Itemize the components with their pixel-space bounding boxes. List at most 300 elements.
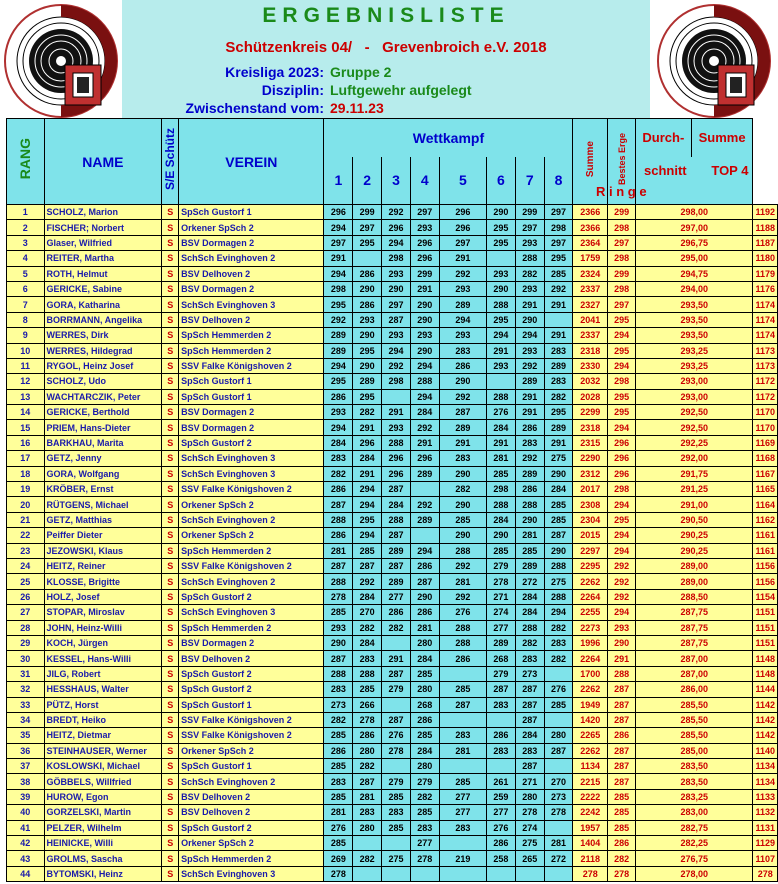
- w2-cell: 283: [353, 805, 382, 820]
- w7-cell: 287: [515, 712, 544, 727]
- w6-cell: 288: [487, 389, 516, 404]
- rang-cell: 33: [7, 697, 45, 712]
- w8-cell: 289: [544, 420, 573, 435]
- w1-cell: 283: [324, 451, 353, 466]
- se-cell: S: [162, 682, 179, 697]
- rang-cell: 42: [7, 836, 45, 851]
- w5-cell: 288: [439, 620, 486, 635]
- w2-cell: 291: [353, 420, 382, 435]
- summe-cell: 2264: [573, 589, 608, 604]
- verein-cell: BSV Delhoven 2: [179, 266, 324, 281]
- rang-cell: 18: [7, 466, 45, 481]
- durchschnitt-cell: 293,25: [636, 358, 753, 373]
- verein-cell: SpSch Hemmerden 2: [179, 620, 324, 635]
- se-cell: S: [162, 374, 179, 389]
- se-cell: S: [162, 866, 179, 881]
- w3-cell: 285: [382, 820, 411, 835]
- verein-cell: SpSch Hemmerden 2: [179, 543, 324, 558]
- rang-cell: 39: [7, 789, 45, 804]
- se-cell: S: [162, 497, 179, 512]
- w1-cell: 273: [324, 697, 353, 712]
- w6-cell: 277: [487, 620, 516, 635]
- se-cell: S: [162, 251, 179, 266]
- w3-cell: 287: [382, 712, 411, 727]
- w6-cell: 290: [487, 528, 516, 543]
- verein-cell: SpSch Gustorf 2: [179, 666, 324, 681]
- se-cell: S: [162, 789, 179, 804]
- w3-cell: 289: [382, 574, 411, 589]
- verein-cell: SpSch Hemmerden 2: [179, 343, 324, 358]
- w4-cell: 280: [410, 682, 439, 697]
- durchschnitt-cell: 291,25: [636, 482, 753, 497]
- name-cell: STOPAR, Miroslav: [44, 605, 162, 620]
- w1-cell: 287: [324, 558, 353, 573]
- bestes-cell: 294: [608, 328, 636, 343]
- w1-cell: 278: [324, 866, 353, 881]
- w7-cell: 289: [515, 466, 544, 481]
- w5-cell: 285: [439, 682, 486, 697]
- w2-cell: 295: [353, 235, 382, 250]
- col-w6-header: 6: [487, 157, 516, 205]
- verein-cell: BSV Dormagen 2: [179, 235, 324, 250]
- w1-cell: 286: [324, 389, 353, 404]
- table-row: [7, 528, 778, 543]
- rang-cell: 15: [7, 420, 45, 435]
- w7-cell: 275: [515, 836, 544, 851]
- w1-cell: 294: [324, 358, 353, 373]
- table-row: [7, 620, 778, 635]
- w7-cell: 278: [515, 805, 544, 820]
- table-row: [7, 866, 778, 881]
- w2-cell: 287: [353, 774, 382, 789]
- verein-cell: SchSch Evinghoven 2: [179, 512, 324, 527]
- w8-cell: 288: [544, 558, 573, 573]
- w1-cell: 282: [324, 466, 353, 481]
- w5-cell: 288: [439, 635, 486, 650]
- se-cell: S: [162, 805, 179, 820]
- rang-cell: 26: [7, 589, 45, 604]
- table-row: [7, 697, 778, 712]
- w8-cell: 283: [544, 635, 573, 650]
- se-cell: S: [162, 635, 179, 650]
- name-cell: WERRES, Dirk: [44, 328, 162, 343]
- rang-cell: 11: [7, 358, 45, 373]
- top4-cell: 1142: [753, 728, 778, 743]
- top4-cell: 1156: [753, 558, 778, 573]
- col-verein-header: VEREIN: [179, 119, 324, 205]
- w2-cell: 286: [353, 266, 382, 281]
- w2-cell: 282: [353, 759, 382, 774]
- se-cell: S: [162, 512, 179, 527]
- w5-cell: 281: [439, 743, 486, 758]
- rang-cell: 3: [7, 235, 45, 250]
- summe-cell: 2215: [573, 774, 608, 789]
- w7-cell: 288: [515, 497, 544, 512]
- rang-cell: 35: [7, 728, 45, 743]
- col-rang-header: RANG: [7, 119, 45, 205]
- w6-cell: 271: [487, 589, 516, 604]
- top4-cell: 1170: [753, 405, 778, 420]
- summe-cell: 2273: [573, 620, 608, 635]
- w1-cell: 291: [324, 251, 353, 266]
- w6-cell: 285: [487, 543, 516, 558]
- verein-cell: BSV Dormagen 2: [179, 420, 324, 435]
- w6-cell: 290: [487, 205, 516, 220]
- se-cell: S: [162, 697, 179, 712]
- w7-cell: 282: [515, 266, 544, 281]
- summe-cell: 2299: [573, 405, 608, 420]
- name-cell: WACHTARCZIK, Peter: [44, 389, 162, 404]
- table-row: [7, 328, 778, 343]
- bestes-cell: 287: [608, 759, 636, 774]
- verein-cell: SpSch Gustorf 1: [179, 389, 324, 404]
- rang-cell: 20: [7, 497, 45, 512]
- summe-cell: 2312: [573, 466, 608, 481]
- top4-cell: 1151: [753, 635, 778, 650]
- name-cell: GETZ, Matthias: [44, 512, 162, 527]
- w4-cell: 278: [410, 851, 439, 866]
- w5-cell: 292: [439, 266, 486, 281]
- w4-cell: 268: [410, 697, 439, 712]
- bestes-cell: 288: [608, 666, 636, 681]
- w1-cell: 278: [324, 589, 353, 604]
- durchschnitt-cell: 288,50: [636, 589, 753, 604]
- w3-cell: 296: [382, 466, 411, 481]
- w8-cell: 291: [544, 297, 573, 312]
- rang-cell: 36: [7, 743, 45, 758]
- w8-cell: [544, 712, 573, 727]
- verein-cell: Orkener SpSch 2: [179, 836, 324, 851]
- w4-cell: 287: [410, 574, 439, 589]
- w1-cell: 288: [324, 512, 353, 527]
- w7-cell: 273: [515, 666, 544, 681]
- rang-cell: 29: [7, 635, 45, 650]
- w1-cell: 288: [324, 574, 353, 589]
- name-cell: ROTH, Helmut: [44, 266, 162, 281]
- rang-cell: 24: [7, 558, 45, 573]
- w7-cell: 281: [515, 528, 544, 543]
- summe-cell: 2017: [573, 482, 608, 497]
- verein-cell: BSV Dormagen 2: [179, 281, 324, 296]
- se-cell: S: [162, 451, 179, 466]
- summe-cell: 2015: [573, 528, 608, 543]
- table-row: [7, 666, 778, 681]
- discipline-label: Disziplin:: [261, 82, 324, 98]
- durchschnitt-cell: 285,50: [636, 712, 753, 727]
- name-cell: RYGOL, Heinz Josef: [44, 358, 162, 373]
- bestes-cell: 295: [608, 405, 636, 420]
- w3-cell: 287: [382, 666, 411, 681]
- bestes-cell: 287: [608, 712, 636, 727]
- top4-cell: 1132: [753, 805, 778, 820]
- w5-cell: 292: [439, 389, 486, 404]
- w8-cell: 283: [544, 343, 573, 358]
- w6-cell: 274: [487, 605, 516, 620]
- w2-cell: 295: [353, 343, 382, 358]
- w5-cell: 293: [439, 328, 486, 343]
- w6-cell: 293: [487, 358, 516, 373]
- bestes-cell: 298: [608, 482, 636, 497]
- w1-cell: 294: [324, 266, 353, 281]
- table-row: [7, 497, 778, 512]
- table-row: [7, 759, 778, 774]
- table-row: [7, 512, 778, 527]
- rang-cell: 32: [7, 682, 45, 697]
- w4-cell: 279: [410, 774, 439, 789]
- league-label: Kreisliga 2023:: [225, 64, 324, 80]
- w3-cell: 287: [382, 558, 411, 573]
- w4-cell: 297: [410, 205, 439, 220]
- rang-cell: 43: [7, 851, 45, 866]
- w2-cell: 287: [353, 558, 382, 573]
- top4-cell: 1162: [753, 512, 778, 527]
- w3-cell: [382, 836, 411, 851]
- w7-cell: 293: [515, 235, 544, 250]
- w8-cell: 288: [544, 589, 573, 604]
- name-cell: HEITZ, Dietmar: [44, 728, 162, 743]
- w6-cell: 290: [487, 281, 516, 296]
- w8-cell: 278: [544, 805, 573, 820]
- club-logo-right: [656, 3, 772, 119]
- w2-cell: 266: [353, 697, 382, 712]
- top4-cell: 1133: [753, 789, 778, 804]
- top4-cell: 1144: [753, 682, 778, 697]
- summe-cell: 2262: [573, 574, 608, 589]
- top4-cell: 1172: [753, 389, 778, 404]
- top4-cell: 1172: [753, 374, 778, 389]
- col-w3-header: 3: [382, 157, 411, 205]
- top4-cell: 1107: [753, 851, 778, 866]
- bestes-cell: 297: [608, 297, 636, 312]
- w8-cell: 282: [544, 620, 573, 635]
- bestes-cell: 287: [608, 682, 636, 697]
- w1-cell: 276: [324, 820, 353, 835]
- bestes-cell: 295: [608, 312, 636, 327]
- verein-cell: BSV Dormagen 2: [179, 635, 324, 650]
- summe-cell: 2118: [573, 851, 608, 866]
- col-w2-header: 2: [353, 157, 382, 205]
- se-cell: S: [162, 820, 179, 835]
- table-row: [7, 205, 778, 220]
- top4-cell: 1170: [753, 420, 778, 435]
- table-row: [7, 420, 778, 435]
- w3-cell: [382, 866, 411, 881]
- rang-cell: 13: [7, 389, 45, 404]
- durchschnitt-cell: 283,50: [636, 774, 753, 789]
- name-cell: JEZOWSKI, Klaus: [44, 543, 162, 558]
- top4-cell: 1148: [753, 651, 778, 666]
- w7-cell: 292: [515, 358, 544, 373]
- bestes-cell: 292: [608, 574, 636, 589]
- w5-cell: 285: [439, 512, 486, 527]
- rang-cell: 21: [7, 512, 45, 527]
- durchschnitt-cell: 293,00: [636, 389, 753, 404]
- page-title: ERGEBNISLISTE: [262, 4, 510, 27]
- summe-cell: 2318: [573, 420, 608, 435]
- w5-cell: [439, 666, 486, 681]
- rang-cell: 28: [7, 620, 45, 635]
- name-cell: GÖBBELS, Willfried: [44, 774, 162, 789]
- durchschnitt-cell: 283,50: [636, 759, 753, 774]
- w8-cell: 291: [544, 435, 573, 450]
- w8-cell: 282: [544, 389, 573, 404]
- verein-cell: BSV Dormagen 2: [179, 405, 324, 420]
- name-cell: BYTOMSKI, Heinz: [44, 866, 162, 881]
- summe-cell: 2330: [573, 358, 608, 373]
- durchschnitt-cell: 287,75: [636, 635, 753, 650]
- col-summe-header: Summe: [573, 119, 608, 205]
- w5-cell: 283: [439, 451, 486, 466]
- rang-cell: 40: [7, 805, 45, 820]
- w8-cell: 275: [544, 574, 573, 589]
- w2-cell: 282: [353, 405, 382, 420]
- w2-cell: 290: [353, 281, 382, 296]
- w1-cell: 287: [324, 651, 353, 666]
- w7-cell: 294: [515, 328, 544, 343]
- verein-cell: Orkener SpSch 2: [179, 220, 324, 235]
- summe-cell: 2337: [573, 328, 608, 343]
- durchschnitt-cell: 293,25: [636, 343, 753, 358]
- w8-cell: 297: [544, 205, 573, 220]
- table-row: [7, 358, 778, 373]
- w2-cell: 283: [353, 651, 382, 666]
- verein-cell: SSV Falke Königshoven 2: [179, 558, 324, 573]
- top4-cell: 1154: [753, 589, 778, 604]
- w5-cell: 290: [439, 466, 486, 481]
- w4-cell: 291: [410, 435, 439, 450]
- verein-cell: BSV Delhoven 2: [179, 312, 324, 327]
- w3-cell: [382, 697, 411, 712]
- w3-cell: 290: [382, 281, 411, 296]
- verein-cell: SpSch Hemmerden 2: [179, 328, 324, 343]
- summe-cell: 2262: [573, 743, 608, 758]
- table-row: [7, 543, 778, 558]
- summe-cell: 1404: [573, 836, 608, 851]
- league-value: Gruppe 2: [330, 64, 392, 80]
- table-row: [7, 482, 778, 497]
- name-cell: STEINHAUSER, Werner: [44, 743, 162, 758]
- se-cell: S: [162, 358, 179, 373]
- verein-cell: SchSch Evinghoven 3: [179, 866, 324, 881]
- w1-cell: 285: [324, 759, 353, 774]
- w2-cell: 285: [353, 682, 382, 697]
- w2-cell: 280: [353, 743, 382, 758]
- rang-cell: 12: [7, 374, 45, 389]
- w3-cell: 284: [382, 497, 411, 512]
- w6-cell: 279: [487, 558, 516, 573]
- w3-cell: 293: [382, 266, 411, 281]
- w5-cell: [439, 836, 486, 851]
- durchschnitt-cell: 290,50: [636, 512, 753, 527]
- w7-cell: 290: [515, 512, 544, 527]
- w2-cell: 280: [353, 820, 382, 835]
- top4-cell: 1179: [753, 266, 778, 281]
- col-summe-top-header: Summe: [691, 119, 753, 157]
- durchschnitt-cell: 293,50: [636, 312, 753, 327]
- w5-cell: 283: [439, 343, 486, 358]
- w4-cell: 299: [410, 266, 439, 281]
- w1-cell: 298: [324, 281, 353, 296]
- w1-cell: 285: [324, 605, 353, 620]
- w3-cell: 288: [382, 435, 411, 450]
- durchschnitt-cell: 293,50: [636, 328, 753, 343]
- se-cell: S: [162, 312, 179, 327]
- w7-cell: 293: [515, 281, 544, 296]
- w6-cell: [487, 374, 516, 389]
- rang-cell: 6: [7, 281, 45, 296]
- table-row: [7, 266, 778, 281]
- w6-cell: 277: [487, 805, 516, 820]
- summe-cell: 2315: [573, 435, 608, 450]
- bestes-cell: 285: [608, 805, 636, 820]
- w1-cell: 269: [324, 851, 353, 866]
- table-row: [7, 312, 778, 327]
- verein-cell: BSV Delhoven 2: [179, 789, 324, 804]
- name-cell: KLOSSE, Brigitte: [44, 574, 162, 589]
- w6-cell: 286: [487, 836, 516, 851]
- se-cell: S: [162, 435, 179, 450]
- bestes-cell: 297: [608, 235, 636, 250]
- top4-cell: 1134: [753, 759, 778, 774]
- summe-cell: 2364: [573, 235, 608, 250]
- verein-cell: SpSch Gustorf 2: [179, 435, 324, 450]
- w8-cell: 287: [544, 743, 573, 758]
- name-cell: Glaser, Wilfried: [44, 235, 162, 250]
- name-cell: FISCHER; Norbert: [44, 220, 162, 235]
- rang-cell: 10: [7, 343, 45, 358]
- w7-cell: 293: [515, 343, 544, 358]
- se-cell: S: [162, 205, 179, 220]
- w1-cell: 286: [324, 528, 353, 543]
- w2-cell: 294: [353, 528, 382, 543]
- name-cell: HUROW, Egon: [44, 789, 162, 804]
- w4-cell: 292: [410, 420, 439, 435]
- w7-cell: 287: [515, 697, 544, 712]
- w3-cell: 292: [382, 358, 411, 373]
- w8-cell: [544, 759, 573, 774]
- w7-cell: 284: [515, 605, 544, 620]
- w5-cell: [439, 712, 486, 727]
- w4-cell: 296: [410, 251, 439, 266]
- w5-cell: 282: [439, 482, 486, 497]
- rang-cell: 19: [7, 482, 45, 497]
- w6-cell: 291: [487, 343, 516, 358]
- name-cell: HOLZ, Josef: [44, 589, 162, 604]
- table-row: [7, 574, 778, 589]
- w6-cell: 295: [487, 235, 516, 250]
- name-cell: SCHOLZ, Marion: [44, 205, 162, 220]
- w1-cell: 286: [324, 482, 353, 497]
- table-row: [7, 682, 778, 697]
- w7-cell: 297: [515, 220, 544, 235]
- w8-cell: 273: [544, 789, 573, 804]
- verein-cell: SSV Falke Königshoven 2: [179, 358, 324, 373]
- w5-cell: 283: [439, 820, 486, 835]
- table-row: [7, 605, 778, 620]
- top4-cell: 1180: [753, 251, 778, 266]
- w1-cell: 288: [324, 666, 353, 681]
- w8-cell: 291: [544, 328, 573, 343]
- bestes-cell: 291: [608, 651, 636, 666]
- verein-cell: BSV Delhoven 2: [179, 651, 324, 666]
- w7-cell: 271: [515, 774, 544, 789]
- col-w1-header: 1: [324, 157, 353, 205]
- top4-cell: 1176: [753, 281, 778, 296]
- w5-cell: 296: [439, 205, 486, 220]
- top4-cell: 1142: [753, 712, 778, 727]
- bestes-cell: 295: [608, 343, 636, 358]
- table-row: [7, 851, 778, 866]
